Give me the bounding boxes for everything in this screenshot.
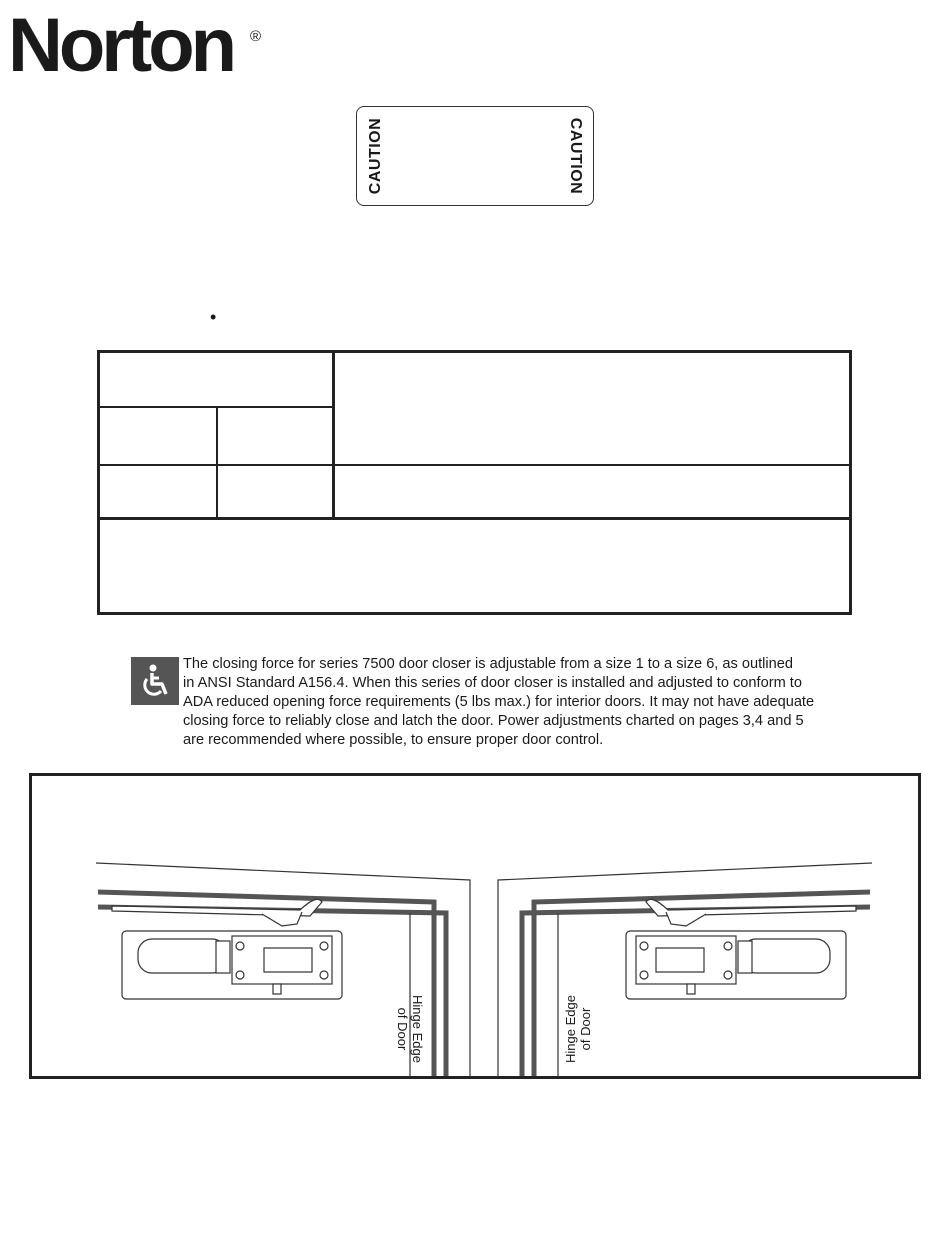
hinge-label-line: of Door xyxy=(577,1007,593,1051)
ada-notice-line: ADA reduced opening force requirements (5 lbs max.) for interior doors. It may not have adequate xyxy=(183,694,815,710)
registered-mark: ® xyxy=(250,28,262,45)
ada-notice-line: The closing force for series 7500 door closer is adjustable from a size 1 to a size 6, as outlined xyxy=(183,656,794,672)
installation-diagram xyxy=(29,773,921,1079)
table-divider xyxy=(100,517,849,520)
hinge-label-line: of Door xyxy=(394,1007,410,1051)
door-closer-illustration xyxy=(32,776,918,1076)
ada-notice-line: in ANSI Standard A156.4. When this series of door closer is installed and adjusted to conform to xyxy=(183,675,802,691)
table-divider xyxy=(100,464,849,466)
brand-name: Norton xyxy=(8,3,234,88)
table-divider xyxy=(216,406,218,517)
specification-table xyxy=(97,350,852,615)
right-door-closer xyxy=(626,899,856,999)
caution-label xyxy=(356,106,594,206)
brand-logo xyxy=(8,3,234,88)
caution-text-left: CAUTION xyxy=(367,117,385,195)
ada-notice xyxy=(183,655,883,750)
left-door-closer xyxy=(112,899,342,999)
bullet-point: • xyxy=(210,307,217,327)
hinge-edge-label-left xyxy=(395,995,425,1063)
hinge-edge-label-right xyxy=(563,995,593,1063)
caution-text-right: CAUTION xyxy=(567,117,585,195)
hinge-label-line: Hinge Edge xyxy=(562,995,578,1063)
table-divider xyxy=(332,353,335,517)
hinge-label-line: Hinge Edge xyxy=(409,995,425,1063)
wheelchair-icon xyxy=(131,657,179,705)
ada-notice-line: are recommended where possible, to ensure proper door control. xyxy=(183,732,604,748)
ada-notice-line: closing force to reliably close and latch the door. Power adjustments charted on pages 3,4 and 5 xyxy=(183,713,804,729)
